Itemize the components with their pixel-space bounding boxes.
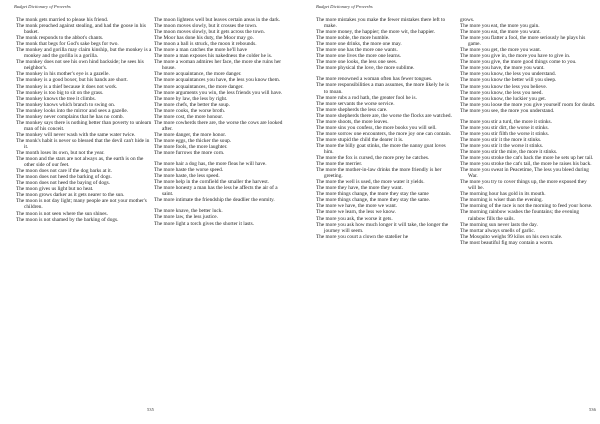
proverb-entry: The morning sun never lasts the day.: [460, 221, 538, 228]
proverb-entry: The more arguments you win, the less friends you will have.: [154, 89, 283, 96]
proverb-entry: The monk preached against stealing, and had the goose in his basket.: [16, 23, 146, 36]
proverb-entry: The moon is not shamed by the barking of dogs.: [16, 216, 119, 223]
proverb-entry: The more you know, the less you need.: [460, 89, 543, 96]
proverb-entry: The monk's habit is never so blessed that the devil can't hide in it.: [16, 137, 150, 150]
proverb-entry: The more law, the less justice.: [154, 214, 218, 221]
proverb-entry: The more acquaintances you have, the less you know them.: [154, 77, 281, 84]
proverb-entry: The more you eat, the more you want.: [460, 29, 541, 36]
proverb-entry: The monk that begs for God's sake begs for two.: [16, 41, 119, 48]
proverb-entry: The morning hour has gold in its mouth.: [460, 191, 546, 198]
proverb-entry: The morning of the race is not the morning to feed your horse.: [460, 203, 593, 210]
proverb-entry: The more rubs a rod hath, the greater fool he is.: [316, 94, 417, 101]
proverb-entry: The monkey is a good boxer, but his hands are short.: [16, 77, 128, 84]
proverb-entry: The more sins you confess, the more books you will sell.: [316, 124, 437, 131]
proverb-entry: The more furrows the more corn.: [154, 150, 225, 157]
proverb-entry: The more things change, the more they stay the same: [316, 191, 429, 198]
proverb-entry: The more they have, the more they want.: [316, 185, 403, 192]
proverb-entry: The monkey is a thief because it does not work.: [16, 83, 118, 90]
proverb-entry: The more a woman admires her face, the more she ruins her house.: [154, 59, 282, 72]
proverb-entry: The moon is not day light; many people are not your mother's children.: [16, 198, 147, 211]
proverb-entry: The monkey knows the tree it climbs.: [16, 95, 96, 102]
proverb-entry: The more the fox is cursed, the more prey he catches.: [316, 155, 430, 162]
proverb-entry: The monk responds to the abbot's chants.: [16, 35, 104, 42]
proverb-entry: The moon gives us light but no heat.: [16, 186, 94, 193]
proverb-entry: The more you see, the more you understand.: [460, 107, 555, 114]
running-head: Budget Dictionary of Proverbs: [14, 4, 71, 9]
proverb-entry: The more cooks, the worse broth.: [154, 107, 226, 114]
proverb-entry: The more a man catches the more he'll have: [154, 47, 248, 54]
running-head: Budget Dictionary of Proverbs: [316, 4, 373, 9]
proverb-entry: The more renowned a woman often has fewer tongues.: [316, 76, 433, 83]
proverb-entry: The more money, the happier; the more wit, the happier.: [316, 29, 436, 36]
proverb-entry: The more servants the worse service.: [316, 100, 395, 107]
proverb-entry: The more fools, the more laughter.: [154, 143, 228, 150]
proverb-entry: The more you stroke the cat's back the more he sets up her tail.: [460, 155, 594, 162]
proverb-entry: The more you give, the more good things come to you.: [460, 59, 577, 66]
proverb-entry: The more hair a dog has, the more fleas he will have.: [154, 161, 267, 168]
proverb-entry: The morning is wiser than the evening.: [460, 197, 543, 204]
proverb-entry: The more you flatter a fool, the more seriously he plays his game.: [460, 35, 586, 48]
proverb-entry: The Mosquito weighs 99 kilos on his own scale.: [460, 233, 563, 240]
proverb-entry: The more haste the worse speed.: [154, 167, 224, 174]
proverb-entry: The monkey never complains that he has no comb.: [16, 113, 124, 120]
proverb-entry: The monkey says there is nothing better than poverty to unlearn man of his conceit.: [16, 119, 152, 132]
entries-column: [460, 17, 596, 246]
proverb-entry: The monkey and gorilla may claim kinship, but the monkey is a monkey and the gorilla is a gorilla.: [16, 47, 152, 60]
proverb-entry: The more acquaintances, the more danger.: [154, 83, 244, 90]
proverb-entry: The more chefs, the better the soup.: [154, 101, 230, 108]
proverb-entry: The more stupid the child the dearer it is.: [316, 136, 404, 143]
proverb-entry: The more you get, the more you want.: [460, 47, 542, 54]
proverb-entry: The more danger, the more honor.: [154, 131, 227, 138]
proverb-entry: The moon lightens well but leaves certain areas in the dark.: [154, 17, 281, 23]
proverb-entry: The more one drinks, the more one may.: [316, 41, 402, 48]
proverb-entry: The more you know the less you believe.: [460, 83, 548, 90]
proverb-entry: The moon moves slowly, but it crosses the town.: [154, 23, 258, 30]
proverb-entry: The more you stir it the more it stinks.: [460, 136, 542, 143]
proverb-entry: The more eggs, the thicker the soup.: [154, 137, 232, 144]
proverb-entry: The more the mother-in-law drinks the more friendly is her greeting.: [316, 167, 442, 180]
proverb-entry: The more cowherds there are, the worse the cows are looked after.: [154, 119, 283, 132]
proverb-entry: The more physical the love, the more sublime.: [316, 65, 415, 72]
proverb-entry: The more you court a clown the statelier he: [316, 233, 409, 240]
proverb-entry: The more one lives the more one learns.: [316, 53, 402, 60]
proverb-entry: The more sorrow one encounters, the more joy one can contain.: [316, 130, 452, 137]
proverb-entry: The moon a ball is struck, the moon it rebounds.: [154, 41, 257, 48]
proverb-entry: The monkey will never wash with the same water twice.: [16, 131, 136, 138]
proverb-entry: The Moor has done his duty, the Moor may go.: [154, 35, 254, 42]
proverb-entry: The more one has the more one wants.: [316, 47, 398, 54]
proverb-entry: The more light a torch gives the shorter it lasts.: [154, 220, 255, 227]
proverb-entry: The more you stir it the worse it stinks.: [460, 142, 544, 149]
proverb-entry: The more haste, the less speed.: [154, 173, 220, 180]
proverb-entry: The more mistakes you make the fewer mistakes there left to make.: [316, 17, 446, 30]
proverb-entry: The more you stir the mire, the more it stinks.: [460, 148, 558, 155]
proverb-entry: The more you stroke the cat's tail, the more he raises his back.: [460, 161, 592, 168]
proverb-entry: The more you know, the luckier you get.: [460, 95, 547, 102]
proverb-entry: The moon does not heed the barking of dogs.: [16, 174, 112, 181]
proverb-entry: The more responsibilities a man assumes, the more likely he is to moan.: [316, 82, 449, 95]
page-number: 535: [147, 407, 154, 412]
proverb-entry: The most beautiful fig may contain a worm.: [460, 239, 554, 246]
proverb-entry: The monkey knows which branch to swing on.: [16, 101, 116, 108]
proverb-entry: The more the billy goat stinks, the more the nanny goat loves him.: [316, 142, 446, 155]
proverb-entry: The moon moves slowly, but it gets across the town.: [154, 29, 266, 36]
proverb-entry: The more you sweat in Peacetime, The less you bleed during War.: [460, 167, 589, 180]
proverb-entry: The more you loose the more you give yourself room for doubt.: [460, 101, 596, 108]
proverb-entry: The monkey is too big to sit on the grass.: [16, 89, 104, 96]
proverb-entry: The more shepherds there are, the worse the flocks are watched.: [316, 112, 452, 119]
proverb-entry: The more the merrier.: [316, 161, 363, 168]
proverb-entry: The more the well is used, the more water it yields.: [316, 179, 425, 186]
proverb-entry: The moon grows darker as it gets nearer to the sun.: [16, 192, 125, 199]
entries-column: [16, 17, 152, 223]
proverb-entry: The monkey does not see his own hind backside; he sees his neighbor's.: [16, 59, 144, 72]
entries-column: [154, 17, 290, 227]
proverb-entry: The more you know the better will you sleep.: [460, 77, 557, 84]
proverb-continuation: grows.: [460, 17, 475, 23]
proverb-entry: The monkey in his mother's eye is a gazelle.: [16, 71, 110, 78]
proverb-entry: The mortar always smells of garlic.: [460, 227, 536, 234]
proverb-entry: The more acquaintance, the more danger.: [154, 71, 242, 78]
proverb-entry: The more a man exposes his nakedness the colder he is.: [154, 53, 273, 60]
proverb-entry: The more you have, the more you want.: [460, 65, 545, 72]
page-number: 536: [589, 407, 596, 412]
proverb-entry: The moon and the stars are not always as, the earth is on the other side of our feet.: [16, 156, 144, 169]
proverb-entry: The more you stir a turd, the more it stinks.: [460, 118, 552, 125]
proverb-entry: The more you ask how much longer it will take, the longer the journey will seem.: [316, 221, 449, 234]
proverb-entry: The more you ask, the worse it gets.: [316, 215, 393, 222]
proverb-entry: The more you stir dirt, the worse it stinks.: [460, 124, 549, 131]
proverb-entry: The more you eat, the more you gain.: [460, 23, 540, 30]
right-page: [300, 0, 600, 424]
proverb-entry: The more things change, the more they stay the same.: [316, 197, 430, 204]
proverb-entry: The month loses its own, but not the year.: [16, 150, 105, 157]
proverb-entry: The more we learn, the less we know.: [316, 209, 396, 216]
proverb-entry: The moon does not heed the baying of dogs.: [16, 180, 111, 187]
proverb-entry: The more shoots, the more leaves.: [316, 118, 389, 125]
proverb-entry: The more honesty a man has the less he affects the air of a saint.: [154, 185, 278, 198]
proverb-entry: The more you know, the less you understand.: [460, 71, 557, 78]
proverb-entry: The moon is not seen where the sun shines.: [16, 210, 108, 217]
proverb-entry: The more you try to cover things up, the more exposed they will be.: [460, 179, 587, 192]
proverb-entry: The more knave, the better luck.: [154, 208, 223, 215]
proverb-entry: The more shepherds the less care.: [316, 106, 388, 113]
proverb-entry: The more you stir filth the worse it stinks.: [460, 130, 550, 137]
proverb-entry: The more we have, the more we want.: [316, 203, 398, 210]
proverb-entry: The moon does not care if the dog barks at it.: [16, 168, 113, 175]
proverb-entry: The more by law, the less by right.: [154, 95, 228, 102]
proverb-entry: The more intimate the friendship the deadlier the enmity.: [154, 197, 275, 204]
proverb-entry: The more noble, the more humble.: [316, 35, 390, 42]
proverb-entry: The more cost, the more honour.: [154, 113, 223, 120]
proverb-entry: The more help in the cornfield the smaller the harvest.: [154, 179, 270, 186]
proverb-entry: The more you give in, the more you have to give in.: [460, 53, 571, 60]
proverb-entry: The monkey looks into the mirror and sees a gazelle.: [16, 107, 129, 114]
entries-column: [316, 17, 452, 240]
proverb-entry: The morning rainbow washes the fountains; the evening rainbow fills the sails.: [460, 209, 580, 222]
proverb-entry: The more one looks, the less one sees.: [316, 59, 398, 66]
proverb-entry: The monk gets married to please his friend.: [16, 17, 109, 23]
